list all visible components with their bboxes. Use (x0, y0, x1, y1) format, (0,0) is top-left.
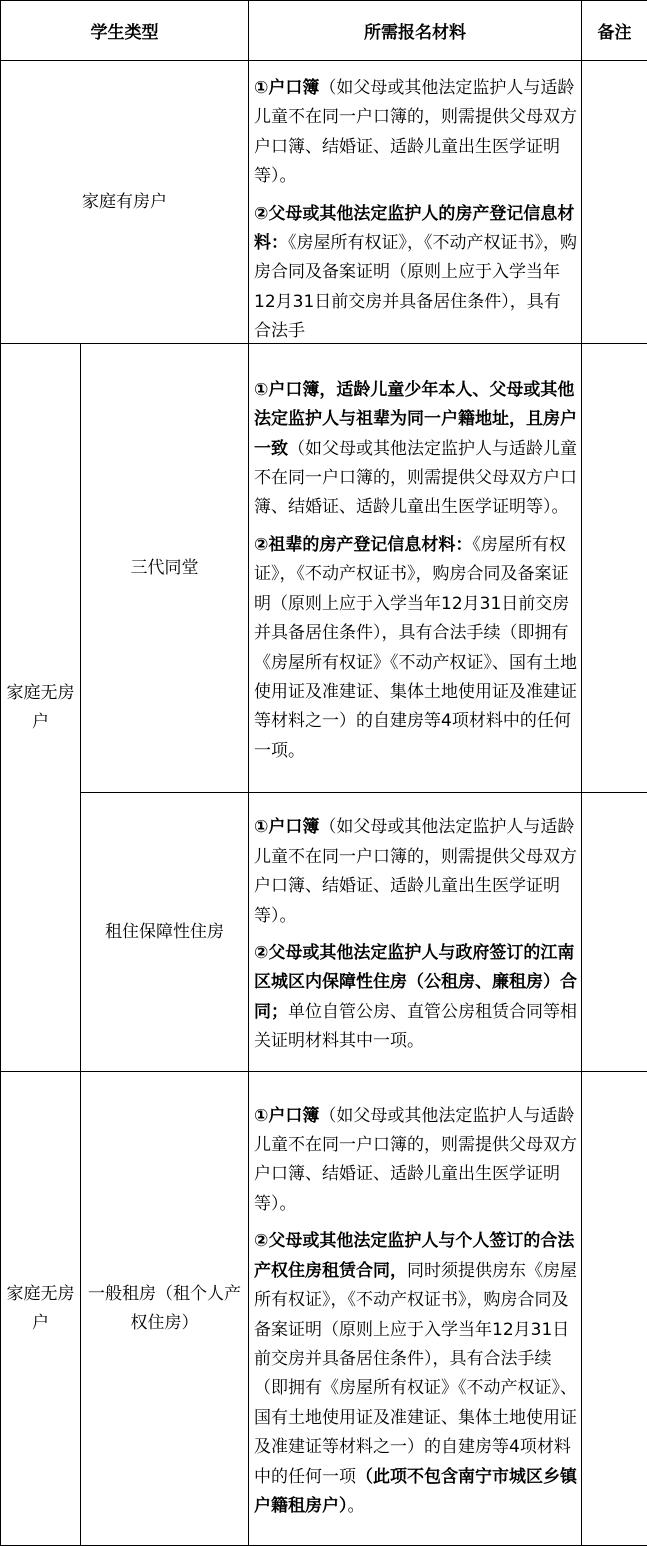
note-cell (582, 1072, 647, 1546)
materials-cell (249, 61, 582, 344)
material-emphasis: ①户口簿 (254, 78, 320, 98)
material-item (254, 200, 577, 342)
material-item (254, 813, 577, 931)
material-text: 同时须提供房东《房屋所有权证》，《不动产权证书》，购房合同及备案证明（原则上应于入学当年12月31日前交房并具备居住条件），具有合法手续（即拥有《房屋所有权证》《不动产权证》、国有土地使用证及准建证、集体土地使用证及准建证等材料之一）的自建房等4项材料中的任何一项 (254, 1260, 577, 1487)
material-emphasis: （此项不包含南宁市城区乡镇户籍租房户） (254, 1466, 577, 1516)
materials-cell (249, 793, 582, 1072)
student-type-cell (81, 344, 249, 793)
student-type-label: 三代同堂 (130, 557, 199, 578)
student-type-cell (1, 61, 249, 344)
student-type-cell (81, 1072, 249, 1546)
material-emphasis: ①户口簿 (254, 1105, 320, 1126)
group-cell (1, 1072, 81, 1546)
material-emphasis: ①户口簿，适龄儿童少年本人、父母或其他法定监护人与祖辈为同一户籍地址，且房户一致 (254, 379, 577, 459)
student-type-label: 家庭有房户 (82, 191, 167, 212)
material-item (254, 531, 577, 766)
material-text: （如父母或其他法定监护人与适龄儿童不在同一户口簿的，则需提供父母双方户口簿、结婚证、适龄儿童出生医学证明等）。 (254, 817, 577, 926)
header-note: 备注 (582, 1, 647, 61)
material-emphasis: ②父母或其他法定监护人的房产登记信息材料： (254, 203, 575, 254)
materials-content (254, 813, 577, 1056)
header-materials: 所需报名材料 (249, 1, 582, 61)
table-row (1, 793, 647, 1072)
material-emphasis: ①户口簿 (254, 817, 320, 838)
material-item (254, 74, 577, 192)
table-row (1, 1072, 647, 1546)
group-cell (1, 344, 81, 1072)
material-item (254, 376, 577, 523)
material-text: 单位自管公房、直管公房租赁合同等相关证明材料其中一项。 (254, 1001, 577, 1052)
header-student-type: 学生类型 (1, 1, 249, 61)
material-text: 《房屋所有权证》，《不动产权证书》，购房合同及备案证明（原则上应于入学当年12月31日前交房并具备居住条件），具有合法手续（即拥有《房屋所有权证》《不动产权证》、国有土地使用证及准建证、集体土地使用证及准建证等材料之一）的自建房等4项材料中的任何一项。 (254, 534, 577, 761)
materials-content (254, 74, 577, 342)
note-cell (582, 61, 647, 344)
table-row (1, 61, 647, 344)
material-emphasis: ②祖辈的房产登记信息材料： (254, 534, 473, 555)
materials-cell (249, 1072, 582, 1546)
material-text: （如父母或其他法定监护人与适龄儿童不在同一户口簿的，则需提供父母双方户口簿、结婚证、适龄儿童出生医学证明等）。 (254, 1105, 577, 1214)
material-item (254, 1102, 577, 1220)
note-cell (582, 344, 647, 793)
student-type-cell (81, 793, 249, 1072)
table-row (1, 344, 647, 793)
student-type-label: 租住保障性住房 (105, 921, 224, 942)
student-type-label: 一般租房（租个人产权住房） (88, 1283, 241, 1333)
material-emphasis: ②父母或其他法定监护人与政府签订的江南区城区内保障性住房（公租房、廉租房）合同； (254, 943, 577, 1022)
material-item (254, 939, 577, 1057)
material-emphasis: ②父母或其他法定监护人与个人签订的合法产权住房租赁合同， (254, 1231, 575, 1281)
table-header-row (1, 1, 647, 61)
material-text: （如父母或其他法定监护人与适龄儿童不在同一户口簿的，则需提供父母双方户口簿、结婚证、适龄儿童出生医学证明等）。 (254, 438, 577, 518)
group-label: 家庭无房户 (6, 682, 75, 732)
materials-cell (249, 344, 582, 793)
materials-content (254, 376, 577, 766)
group-label: 家庭无房户 (6, 1283, 75, 1333)
material-text: （如父母或其他法定监护人与适龄儿童不在同一户口簿的，则需提供父母双方户口簿、结婚证、适龄儿童出生医学证明等）。 (254, 78, 577, 187)
note-cell (582, 793, 647, 1072)
material-text: 。 (347, 1495, 365, 1516)
material-text: 《房屋所有权证》，《不动产权证书》，购房合同及备案证明（原则上应于入学当年12月31日前交房并具备居住条件），具有合法手 (254, 233, 577, 342)
materials-content (254, 1102, 577, 1522)
material-item (254, 1227, 577, 1521)
